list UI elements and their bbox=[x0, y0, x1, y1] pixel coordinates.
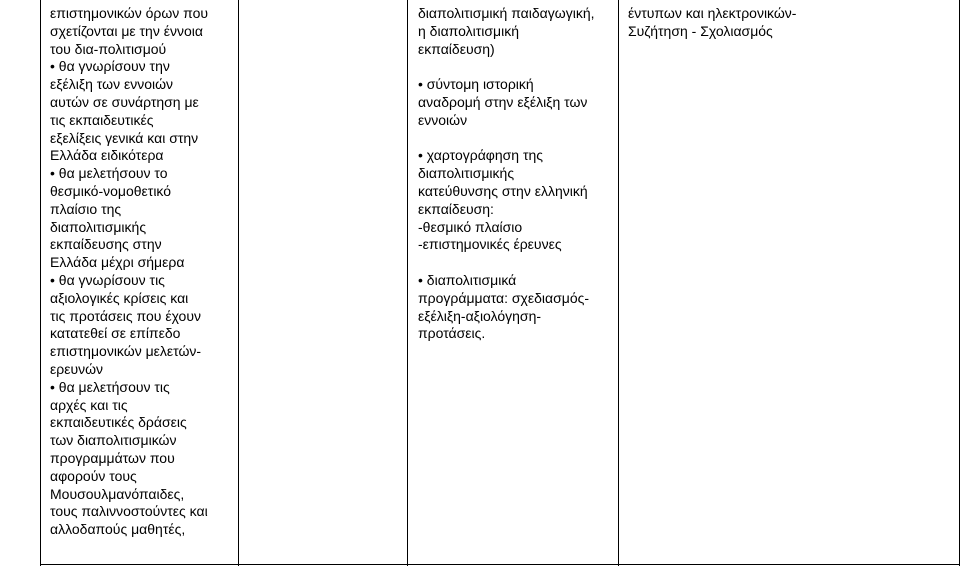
text-line: έντυπων και ηλεκτρονικών- bbox=[628, 5, 797, 21]
text-line: • θα γνωρίσουν την bbox=[50, 58, 170, 75]
text-line: προγραμμάτων που bbox=[50, 449, 175, 466]
methods-cell bbox=[628, 5, 796, 41]
text-line: • θα γνωρίσουν τις bbox=[50, 271, 165, 288]
text-line: του δια-πολιτισμού bbox=[50, 40, 167, 57]
text-line: • σύντομη ιστορική bbox=[418, 76, 534, 93]
text-line: αυτών σε συνάρτηση με bbox=[50, 93, 199, 110]
text-line: • θα μελετήσουν τις bbox=[50, 378, 170, 395]
text-line: εκπαιδευτικές δράσεις bbox=[50, 414, 187, 431]
blank-line bbox=[418, 130, 595, 148]
text-line: -θεσμικό πλαίσιο bbox=[418, 218, 523, 235]
text-line: κατεύθυνσης στην ελληνική bbox=[418, 182, 588, 199]
text-line: εξέλιξη-αξιολόγηση- bbox=[418, 307, 542, 324]
text-line: Ελλάδα μέχρι σήμερα bbox=[50, 254, 185, 271]
text-line: διαπολιτισμικής bbox=[418, 165, 515, 182]
text-line: η διαπολιτισμική bbox=[418, 22, 520, 39]
table-divider-3 bbox=[618, 0, 619, 566]
text-line: τους παλιννοστούντες και bbox=[50, 503, 208, 520]
text-line: εκπαίδευσης στην bbox=[50, 236, 162, 253]
table-border-bottom bbox=[40, 564, 960, 565]
text-line: ερευνών bbox=[50, 360, 104, 377]
text-line: αλλοδαπούς μαθητές, bbox=[50, 521, 186, 538]
text-line: τις εκπαιδευτικές bbox=[50, 111, 154, 128]
text-line: επιστημονικών μελετών- bbox=[50, 343, 202, 360]
text-line: • διαπολιτισμικά bbox=[418, 271, 517, 288]
blank-line bbox=[418, 254, 595, 272]
text-line: εκπαίδευση: bbox=[418, 200, 494, 217]
text-line: εξελίξεις γενικά και στην bbox=[50, 129, 199, 146]
table-divider-1 bbox=[238, 0, 239, 566]
text-line: προτάσεις. bbox=[418, 325, 486, 342]
text-line: θεσμικό-νομοθετικό bbox=[50, 182, 172, 199]
text-line: κατατεθεί σε επίπεδο bbox=[50, 325, 181, 342]
text-line: Συζήτηση - Σχολιασμός bbox=[628, 22, 773, 39]
text-line: αρχές και τις bbox=[50, 396, 128, 413]
text-line: αφορούν τους bbox=[50, 467, 137, 484]
text-line: Μουσουλμανόπαιδες, bbox=[50, 485, 185, 502]
text-line: εκπαίδευση) bbox=[418, 40, 495, 57]
text-line: τις προτάσεις που έχουν bbox=[50, 307, 201, 324]
text-line: -επιστημονικές έρευνες bbox=[418, 236, 562, 253]
text-line: αξιολογικές κρίσεις και bbox=[50, 289, 189, 306]
text-line: εννοιών bbox=[418, 111, 468, 128]
text-line: των διαπολιτισμικών bbox=[50, 432, 177, 449]
table-border-left bbox=[40, 0, 41, 566]
text-line: • χαρτογράφηση της bbox=[418, 147, 544, 164]
text-line: σχετίζονται με την έννοια bbox=[50, 22, 203, 39]
table-divider-2 bbox=[407, 0, 408, 566]
text-line: Ελλάδα ειδικότερα bbox=[50, 147, 164, 164]
text-line: αναδρομή στην εξέλιξη των bbox=[418, 93, 588, 110]
text-line: πλαίσιο της bbox=[50, 200, 122, 217]
text-line: εξέλιξη των εννοιών bbox=[50, 76, 174, 93]
text-line: επιστημονικών όρων που bbox=[50, 5, 209, 21]
objectives-cell bbox=[50, 5, 208, 539]
blank-line bbox=[418, 58, 595, 76]
text-line: προγράμματα: σχεδιασμός- bbox=[418, 289, 590, 306]
content-cell bbox=[418, 5, 595, 343]
text-line: διαπολιτισμικής bbox=[50, 218, 147, 235]
text-line: διαπολιτισμική παιδαγωγική, bbox=[418, 5, 595, 21]
text-line: • θα μελετήσουν το bbox=[50, 165, 168, 182]
